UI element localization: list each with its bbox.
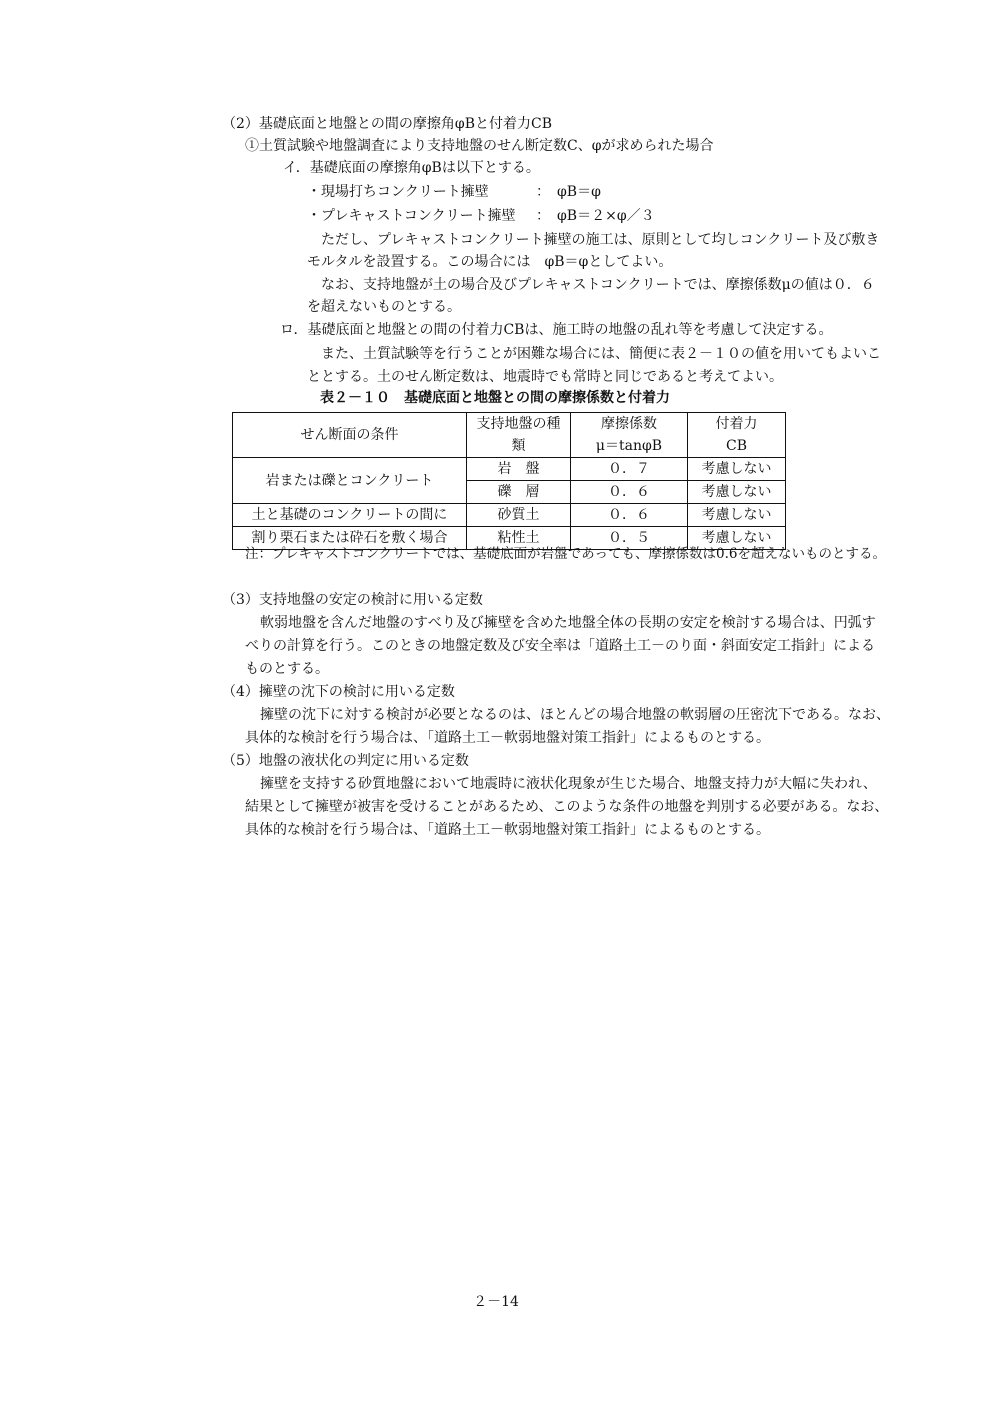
group1-condition: 岩または礫とコンクリート xyxy=(233,458,467,504)
adhesion-cell: 考慮しない xyxy=(688,481,786,504)
section3-line1: 軟弱地盤を含んだ地盤のすべり及び擁壁を含めた地盤全体の長期の安定を検討する場合は、円弧す xyxy=(260,615,876,631)
section3-heading: （3）支持地盤の安定の検討に用いる定数 xyxy=(222,592,483,608)
header-adhesion xyxy=(688,413,786,458)
header-friction-coefficient xyxy=(571,413,688,458)
bullet1-label: ・現場打ちコンクリート擁壁 xyxy=(307,184,489,200)
section3-line2: べりの計算を行う。このときの地盤定数及び安全率は「道路土工－のり面・斜面安定工指針」による xyxy=(245,638,875,654)
friction-cell: ０．５ xyxy=(571,527,688,550)
soil-cell: 礫 層 xyxy=(467,481,571,504)
section5-line1: 擁壁を支持する砂質地盤において地震時に液状化現象が生じた場合、地盤支持力が大幅に失われ、 xyxy=(260,776,877,792)
header-adhesion-line2: CB xyxy=(726,438,747,454)
bullet1-value: ： φB＝φ xyxy=(536,184,601,200)
section2-ro-heading: ロ．基礎底面と地盤との間の付着力CBは、施工時の地盤の乱れ等を考慮して決定する。 xyxy=(280,322,833,338)
section4-heading: （4）擁壁の沈下の検討に用いる定数 xyxy=(222,684,455,700)
soil-cell: 砂質土 xyxy=(467,504,571,527)
adhesion-cell: 考慮しない xyxy=(688,504,786,527)
soil-cell: 粘性土 xyxy=(467,527,571,550)
section3-line3: ものとする。 xyxy=(245,661,329,677)
soil-cell: 岩 盤 xyxy=(467,458,571,481)
friction-cell: ０．６ xyxy=(571,481,688,504)
table-row xyxy=(233,458,786,481)
section2-heading: （2）基礎底面と地盤との間の摩擦角φBと付着力CB xyxy=(222,116,552,132)
section5-line2: 結果として擁壁が被害を受けることがあるため、このような条件の地盤を判別する必要がある。なお、 xyxy=(245,799,889,815)
section4-line1: 擁壁の沈下に対する検討が必要となるのは、ほとんどの場合地盤の軟弱層の圧密沈下である。なお、 xyxy=(260,707,890,723)
para3-line1: また、土質試験等を行うことが困難な場合には、簡便に表２－１０の値を用いてもよいこ xyxy=(321,346,881,362)
group2-condition-line1: 土と基礎のコンクリートの間に xyxy=(233,504,467,527)
section4-line2: 具体的な検討を行う場合は、「道路土工－軟弱地盤対策工指針」によるものとする。 xyxy=(245,730,770,746)
para1-line1: ただし、プレキャストコンクリート擁壁の施工は、原則として均しコンクリート及び敷き xyxy=(321,232,880,248)
table-caption: 表２－１０ 基礎底面と地盤との間の摩擦係数と付着力 xyxy=(320,390,670,406)
header-condition: せん断面の条件 xyxy=(233,413,467,458)
adhesion-cell: 考慮しない xyxy=(688,527,786,550)
header-soil-type-line2: 類 xyxy=(511,438,526,454)
header-adhesion-line1: 付着力 xyxy=(715,416,758,432)
section2-i-heading: イ．基礎底面の摩擦角φBは以下とする。 xyxy=(283,160,540,176)
friction-table xyxy=(232,412,786,550)
para3-line2: ととする。土のせん断定数は、地震時でも常時と同じであると考えてよい。 xyxy=(307,369,783,385)
table-row xyxy=(233,504,786,527)
section2-item1: ①土質試験や地盤調査により支持地盤のせん断定数C、φが求められた場合 xyxy=(245,138,714,154)
table-header-row xyxy=(233,413,786,458)
bullet2-label: ・プレキャストコンクリート擁壁 xyxy=(307,208,516,224)
adhesion-cell: 考慮しない xyxy=(688,458,786,481)
section5-line3: 具体的な検討を行う場合は、「道路土工－軟弱地盤対策工指針」によるものとする。 xyxy=(245,822,770,838)
header-soil-type xyxy=(467,413,571,458)
para1-line2: モルタルを設置する。この場合には φB＝φとしてよい。 xyxy=(307,254,673,270)
para2-line1: なお、支持地盤が土の場合及びプレキャストコンクリートでは、摩擦係数μの値は０．６ xyxy=(321,277,875,293)
group2-condition-line2: 割り栗石または砕石を敷く場合 xyxy=(233,527,467,550)
section5-heading: （5）地盤の液状化の判定に用いる定数 xyxy=(222,753,469,769)
friction-cell: ０．６ xyxy=(571,504,688,527)
para2-line2: を超えないものとする。 xyxy=(307,299,461,315)
header-soil-type-line1: 支持地盤の種 xyxy=(476,416,561,432)
bullet2-value: ： φB＝２×φ／３ xyxy=(536,208,655,224)
header-friction-line1: 摩擦係数 xyxy=(601,416,657,432)
header-friction-line2: μ＝tanφB xyxy=(595,438,663,454)
page-number: ２－14 xyxy=(473,1294,519,1310)
friction-cell: ０．７ xyxy=(571,458,688,481)
table-note: 注：プレキャストコンクリートでは、基礎底面が岩盤であっても、摩擦係数は0.6を超えないものとする。 xyxy=(245,546,886,562)
